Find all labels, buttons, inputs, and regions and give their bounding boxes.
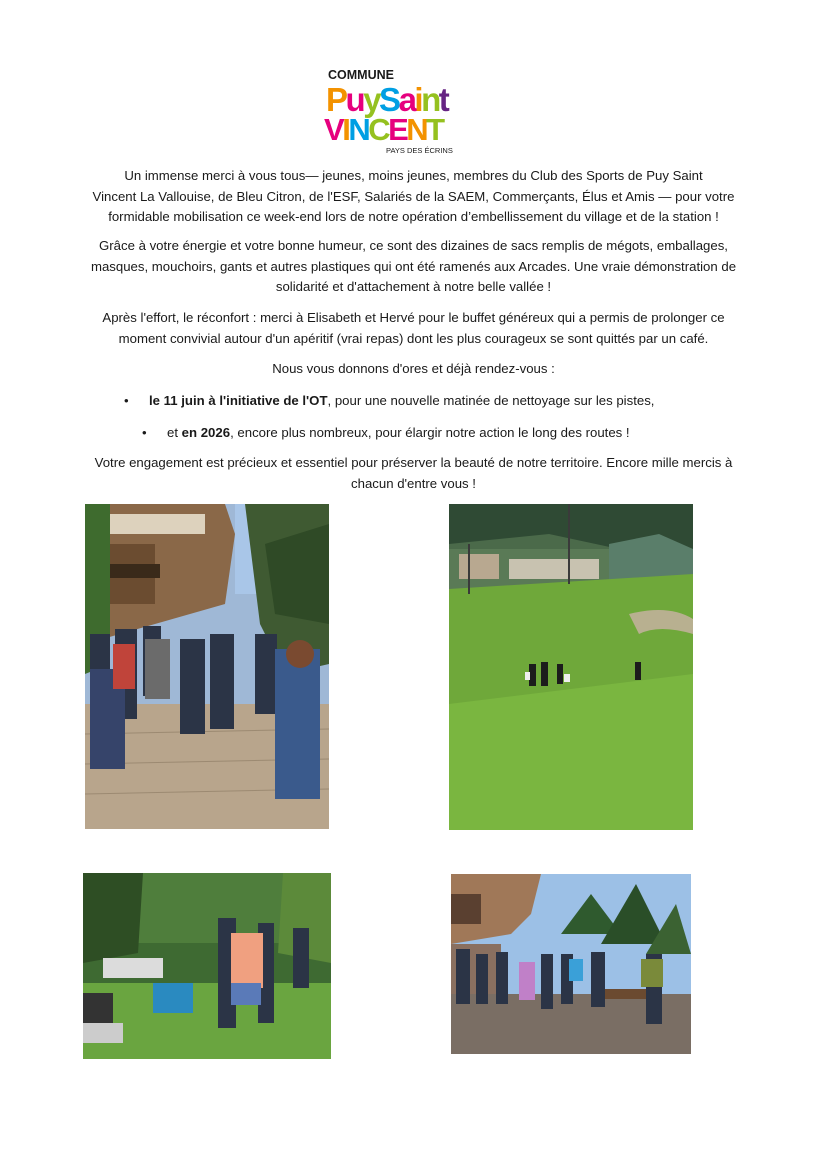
text-line: Grâce à votre énergie et votre bonne humeur, ce sont des dizaines de sacs remplis de mégots, emballages,	[99, 238, 728, 253]
commune-logo	[322, 66, 460, 156]
bullet-bold-text: le 11 juin à l'initiative de l'OT	[149, 393, 328, 408]
paragraph-thanks	[30, 166, 797, 228]
logo-line1: PuySaint	[326, 81, 448, 118]
paragraph-buffet	[30, 308, 797, 349]
bullet-item-2026	[142, 423, 630, 443]
text-line: Un immense merci à vous tous— jeunes, moins jeunes, membres du Club des Sports de Puy Saint	[124, 168, 703, 183]
paragraph-rendezvous	[30, 359, 797, 380]
photo-chalet-terrace	[451, 874, 691, 1054]
text-line: masques, mouchoirs, gants et autres plastiques qui ont été ramenés aux Arcades. Une vraie démonstration de	[90, 258, 737, 274]
bullet-text: , pour une nouvelle matinée de nettoyage sur les pistes,	[327, 393, 655, 408]
bullet-text: , encore plus nombreux, pour élargir notre action le long des routes !	[230, 425, 630, 440]
text-line: Votre engagement est précieux et essentiel pour préserver la beauté de notre territoire. Encore mille mercis à	[94, 455, 733, 470]
paragraph-closing	[30, 453, 797, 494]
photo-terrace-group	[85, 504, 329, 829]
photo-park-picnic	[83, 873, 331, 1059]
paragraph-energy	[30, 236, 797, 298]
text-line: Nous vous donnons d'ores et déjà rendez-vous :	[272, 361, 555, 376]
logo-graphic	[322, 66, 460, 156]
text-line: solidarité et d'attachement à notre belle vallée !	[275, 279, 552, 294]
bullet-item-june	[124, 391, 655, 411]
photo-ski-slope	[449, 504, 693, 830]
logo-bottom-text: PAYS DES ÉCRINS	[386, 146, 453, 155]
text-line: chacun d'entre vous !	[351, 475, 476, 491]
text-line: formidable mobilisation ce week-end lors de notre opération d’embellissement du village et de la station !	[108, 209, 719, 224]
logo-line2: VINCENT	[324, 112, 443, 147]
bullet-pre-text: et	[167, 425, 182, 440]
text-line: Après l'effort, le réconfort : merci à Elisabeth et Hervé pour le buffet généreux qui a permis de prolonger ce	[102, 310, 725, 325]
text-line: Vincent La Vallouise, de Bleu Citron, de l'ESF, Salariés de la SAEM, Commerçants, Élus et Amis — pour votre	[92, 188, 735, 204]
text-line: moment convivial autour d'un apéritif (vrai repas) dont les plus courageux se sont quittés par un café.	[118, 330, 709, 346]
bullet-bold-text: en 2026	[181, 425, 231, 440]
bullet-icon: •	[142, 425, 147, 440]
bullet-icon: •	[124, 393, 129, 408]
logo-top-text: COMMUNE	[328, 68, 394, 82]
